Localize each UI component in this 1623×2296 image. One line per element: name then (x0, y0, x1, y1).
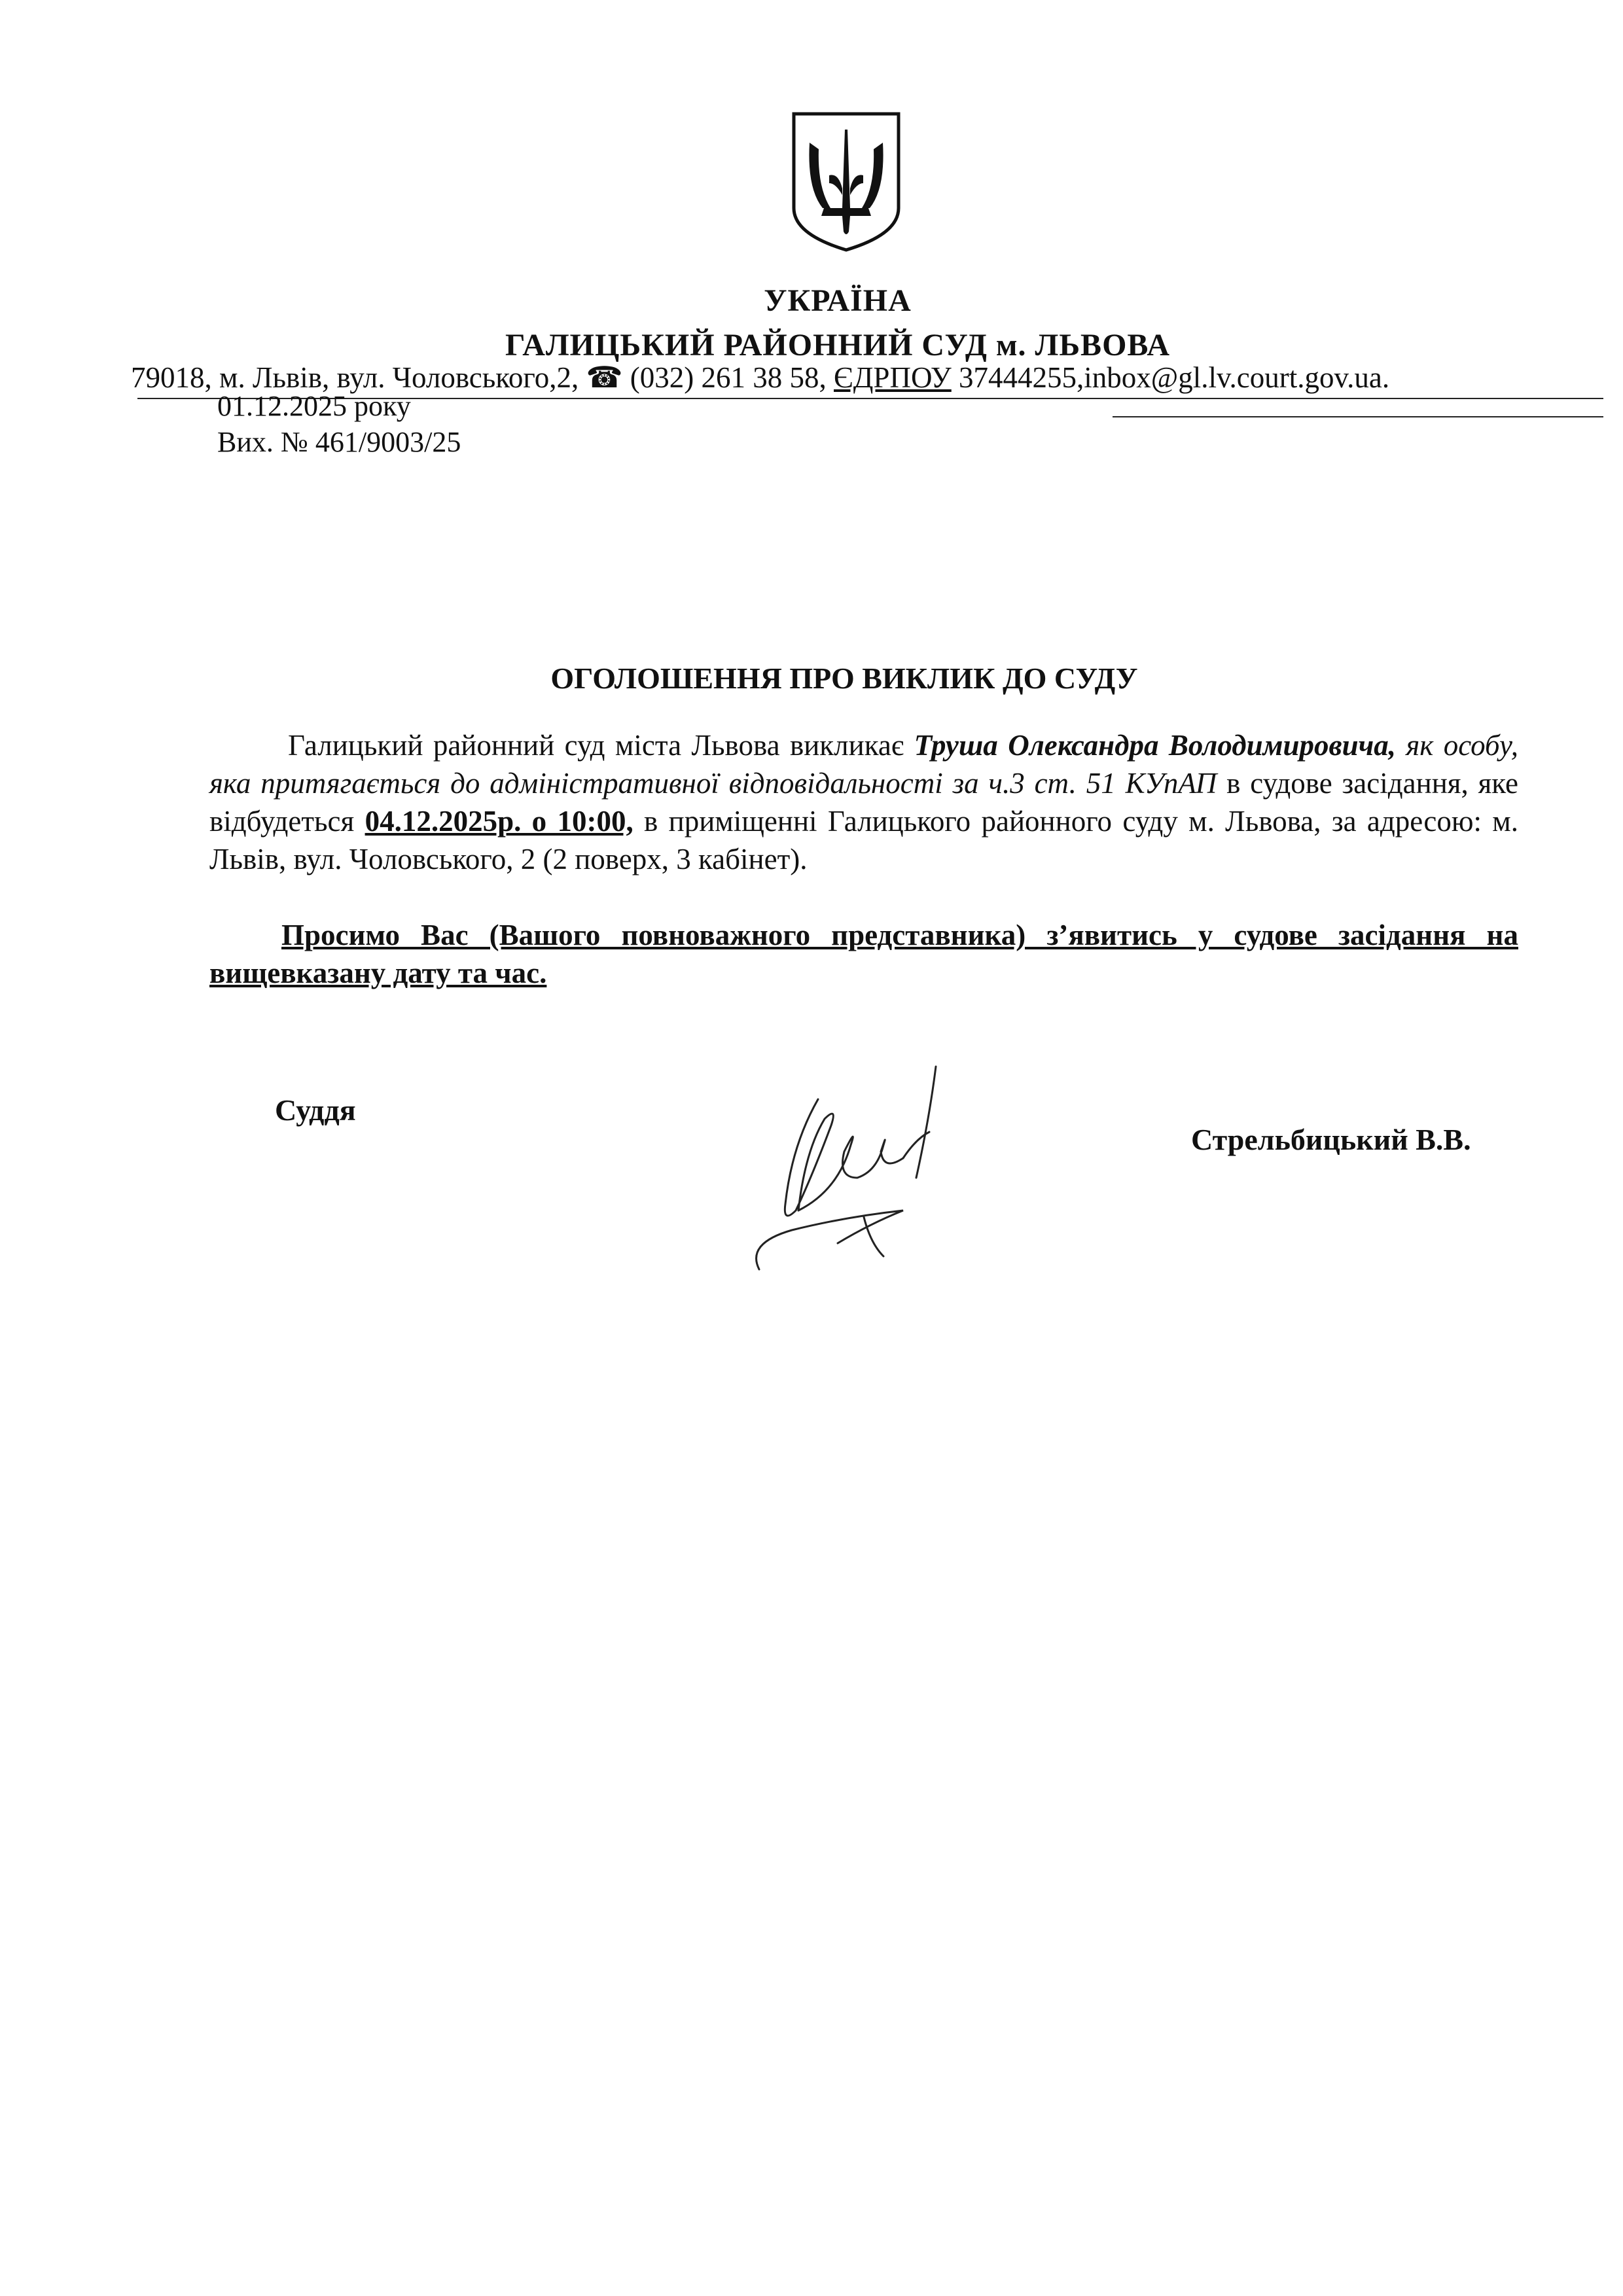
court-address: 79018, м. Львів, вул. Чоловського,2, (131, 361, 579, 394)
letter-date: 01.12.2025 року (217, 390, 411, 422)
court-name-heading: ГАЛИЦЬКИЙ РАЙОННИЙ СУД м. ЛЬВОВА (505, 328, 1171, 362)
appearance-request-text: Просимо Вас (Вашого повноважного представника) з’явитись у судове засідання на вищевказану дату та час. (209, 919, 1518, 989)
country-heading: УКРАЇНА (764, 283, 912, 318)
summoned-person: Труша Олександра Володимировича, (914, 729, 1396, 762)
paragraph-intro: Галицький районний суд міста Львова викликає (288, 729, 904, 762)
outgoing-number: Вих. № 461/9003/25 (217, 426, 461, 458)
edrpou-label: ЄДРПОУ (834, 361, 952, 394)
appearance-request (209, 916, 1518, 992)
court-phone: (032) 261 38 58, (630, 361, 827, 394)
hearing-datetime: 04.12.2025р. о 10:00, (365, 805, 633, 838)
notice-paragraph (209, 726, 1518, 878)
header-divider-secondary (1113, 416, 1603, 417)
judge-label: Суддя (275, 1093, 356, 1127)
signature-icon (733, 1047, 969, 1282)
judge-name: Стрельбицький В.В. (1191, 1123, 1471, 1156)
edrpou-email: 37444255,inbox@gl.lv.court.gov.ua. (959, 361, 1390, 394)
coat-of-arms-icon (790, 110, 902, 254)
hearing-location: в приміщенні Галицького районного суду м. Львова, за адресою: м. Львів, вул. Чоловського, 2 (2 поверх, 3 кабінет). (209, 805, 1519, 875)
legal-role: як особу, яка притягається до адміністративної відповідальності за ч.3 ст. 51 КУпАП (209, 729, 1519, 800)
phone-icon: ☎ (586, 361, 623, 394)
paragraph-in: в судове засідання, яке відбудеться (209, 767, 1519, 838)
notice-title: ОГОЛОШЕННЯ ПРО ВИКЛИК ДО СУДУ (550, 662, 1138, 695)
